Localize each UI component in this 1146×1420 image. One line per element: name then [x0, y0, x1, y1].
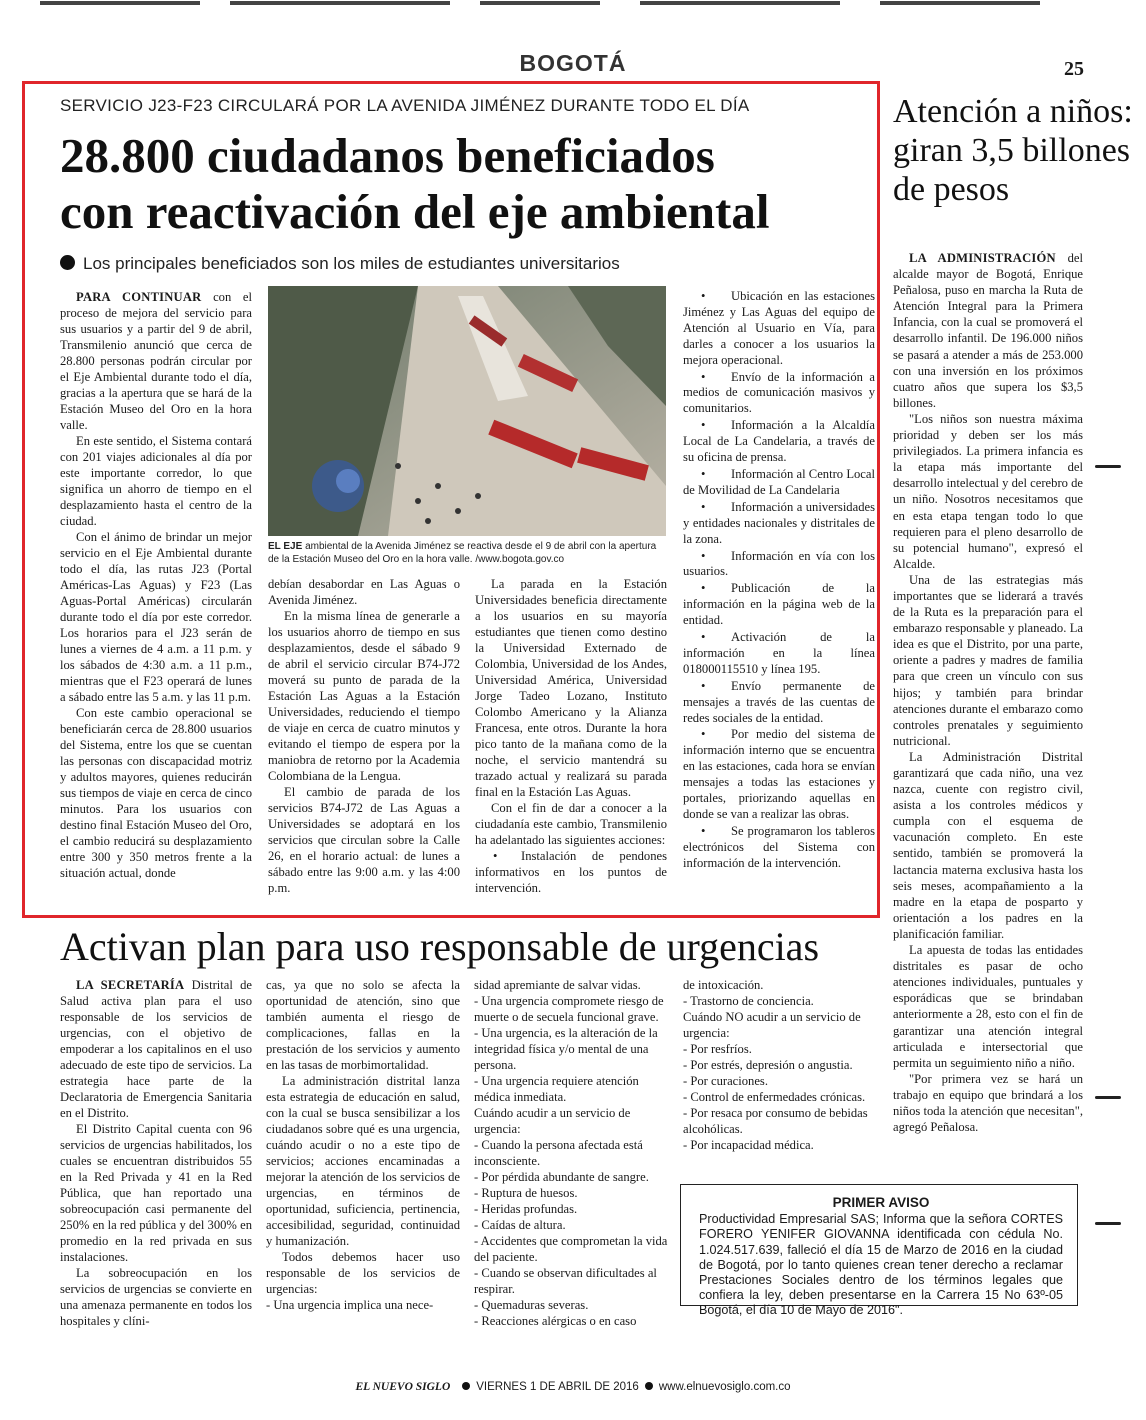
list-line: - Accidentes que comprometan la vida del paciente. [474, 1234, 668, 1264]
paragraph: Con el ánimo de brindar un mejor servicio en el Eje Ambiental durante todo el día, las rutas J23 (Portal Américas-Las Aguas) y F23 (Las Aguas-Portal Américas) circularán durante todo el día por este corredor. Los horarios para el J23 serán de lunes a viernes de 4 a.m. a 11 p.m. y los sábados de 4:30 a.m. a 11 p.m., mientras que el F23 operará de lunes a sábado entre las 5 a.m. y las 11 p.m. [60, 530, 252, 704]
bullet-text: Envío permanente de mensajes a través de las cuentas de redes sociales de la entidad. [683, 678, 875, 725]
second-article-column-2 [266, 977, 460, 1313]
paragraph-text: del alcalde mayor de Bogotá, Enrique Peñalosa, puso en marcha la Ruta de Atención Integral para la Primera Infancia, con la cual se promoverá el desarrollo infantil. De 196.000 niños se pasará a atender a más de 253.000 con una inversión en los próximos cuatro años que supera los $3,5 billones. [893, 251, 1083, 410]
paragraph: El cambio de parada de los servicios B74-J72 de Las Aguas a Universidades se adoptará en los servicios que circulan sobre la Calle 26, en el horario actual: de lunes a sábado entre las 9:00 a.m. y las 4:00 p.m. [268, 785, 460, 895]
bullet-item [683, 549, 875, 581]
page-number: 25 [1064, 58, 1084, 80]
bullet-item [683, 630, 875, 678]
list-line: - Caídas de altura. [474, 1218, 566, 1232]
side-article-headline: Atención a niños: giran 3,5 billones de pesos [893, 93, 1133, 208]
list-line: - Una urgencia requiere atención médica inmediata. [474, 1074, 639, 1104]
list-line: Cuándo acudir a un servicio de urgencia: [474, 1106, 631, 1136]
list-line: - Trastorno de conciencia. [683, 994, 814, 1008]
bullet-text: Publicación de la información en la página web de la entidad. [683, 581, 875, 628]
bullet-item [683, 289, 875, 369]
bullet-item [683, 370, 875, 418]
list-line: - Cuando se observan dificultades al respirar. [474, 1266, 657, 1296]
paragraph: En la misma línea de generarle a los usuarios ahorro de tiempo en sus desplazamientos, desde el sábado 9 de abril el servicio circular B74-J72 moverá su punto de parada de la Estación Las Aguas a la Estación Universidades, reduciendo el tiempo de viaje en cerca de cuatro minutos y evitando el tiempo de espera por la maniobra de retorno por la Academia Colombiana de la Lengua. [268, 609, 460, 783]
bullet-item [683, 679, 875, 727]
bullet-icon: • [701, 418, 706, 433]
article-column-1 [60, 289, 252, 881]
paragraph: Una de las estrategias más importantes que se liderará a través de la Ruta es la preparación para el embarazo responsable y planeado. La idea es que el Distrito, por una parte, oriente a padres y madres de familia para que creen un vínculo con sus hijos; y también para brindar atenciones durante el embarazo como controles prenatales y seguimiento nutricional. [893, 572, 1083, 748]
list-line: - Por resaca por consumo de bebidas alcohólicas. [683, 1106, 868, 1136]
paragraph: La apuesta de todas las entidades distritales es pasar de ocho atenciones individuales, puntuales y esporádicas que se brindaban anteriormente a 28, esto con el fin de garantizar una atención integral articulada e intersectorial que permita un seguimiento niño a niño. [893, 943, 1083, 1070]
bullet-text: Se programaron los tableros electrónicos del Sistema con información de la intervención. [683, 823, 875, 870]
list-line: - Por incapacidad médica. [683, 1138, 814, 1152]
second-article-column-4 [683, 977, 875, 1153]
paragraph: La parada en la Estación Universidades beneficia directamente a los usuarios en su mayoría estudiantes que tienen como destino la Universidad Externado de Colombia, Universidad de los Andes, Universidad América, Universidad Jorge Tadeo Lozano, Instituto Colombo Americano y la Alianza Francesa, ente otros. Durante la hora pico tanto de la mañana como de la noche, el servicio mantendrá su trazado actual y realizará su parada final en la Estación Las Aguas. [475, 577, 667, 799]
bullet-dot-icon [60, 255, 75, 270]
article-column-4-bullets [683, 289, 875, 873]
list-line: - Por resfríos. [683, 1042, 752, 1056]
bullet-icon: • [701, 581, 706, 596]
paragraph-text: con el proceso de mejora del servicio para sus usuarios y a partir del 9 de abril, Transmilenio anunció que cerca de 28.800 personas podrán circular por el Eje Ambiental durante todo el día, gracias a la apertura que se hará de la Estación Museo del Oro en la hora valle. [60, 290, 252, 432]
notice-title: PRIMER AVISO [832, 1195, 930, 1210]
bullet-icon: • [701, 823, 706, 838]
article-kicker: SERVICIO J23-F23 CIRCULARÁ POR LA AVENIDA JIMÉNEZ DURANTE TODO EL DÍA [60, 96, 750, 115]
paragraph: cas, ya que no solo se afecta la oportunidad de atención, sino que también aumenta el riesgo de complicaciones, fallas en la prestación de los servicios y aumento en las tasas de morbimortalidad. [266, 978, 460, 1072]
deck-text: Los principales beneficiados son los miles de estudiantes universitarios [83, 254, 620, 273]
top-clipped-strip [0, 0, 1146, 12]
notice-text: Productividad Empresarial SAS; Informa que la señora CORTES FORERO YENIFER GIOVANNA identificada con cédula No. 1.024.517.639, falleció el día 15 de Marzo de 2016 en la ciudad de Bogotá, por lo tanto quienes crean tener derecho a reclamar Prestaciones Sociales dentro de los términos legales que confiera la ley, deben presentarse en la Carrera 15 No 63º-05 Bogotá, el día 10 de Mayo de 2016". [699, 1212, 1063, 1318]
list-line: - Reacciones alérgicas o en caso [474, 1314, 637, 1328]
footer-date: VIERNES 1 DE ABRIL DE 2016 [476, 1381, 639, 1393]
bullet-icon: • [701, 678, 706, 693]
bullet-item [683, 500, 875, 548]
margin-mark [1095, 1096, 1121, 1099]
article-deck [60, 254, 620, 274]
clipped-previous-text [0, 1, 1146, 12]
second-article-column-3 [474, 977, 668, 1329]
paragraph: Todos debemos hacer uso responsable de los servicios de urgencias: [266, 1250, 460, 1296]
bullet-icon: • [701, 369, 706, 384]
margin-mark [1095, 1222, 1121, 1225]
list-line: - Por curaciones. [683, 1074, 768, 1088]
list-line: de intoxicación. [683, 978, 764, 992]
bullet-text: Ubicación en las estaciones Jiménez y Las Aguas del equipo de Atención al Usuario en Vía, para darles a conocer a los usuarios la mejora operacional. [683, 289, 875, 367]
footer-url: www.elnuevosiglo.com.co [658, 1381, 791, 1393]
separator-dot-icon [645, 1382, 653, 1390]
bullet-text: Información a la Alcaldía Local de La Candelaria, a través de su oficina de prensa. [683, 418, 875, 465]
separator-dot-icon [462, 1382, 470, 1390]
paragraph: - Una urgencia implica una nece- [266, 1298, 434, 1312]
paragraph [60, 977, 252, 1121]
list-line: - Por estrés, depresión o angustia. [683, 1058, 853, 1072]
margin-mark [1095, 465, 1121, 468]
list-line: - Quemaduras severas. [474, 1298, 589, 1312]
headline-line-1: 28.800 ciudadanos beneficiados [60, 128, 715, 183]
bullet-text: Envío de la información a medios de comunicación masivos y comunitarios. [683, 369, 875, 416]
bullet-icon: • [701, 466, 706, 481]
list-line: - Por pérdida abundante de sangre. [474, 1170, 649, 1184]
list-line: - Ruptura de huesos. [474, 1186, 578, 1200]
bullet-item [683, 418, 875, 466]
bullet-text: Instalación de pendones informativos en los puntos de intervención. [475, 849, 667, 895]
article-column-2 [268, 576, 460, 896]
paragraph [893, 250, 1083, 411]
bullet-text: Información en vía con los usuarios. [683, 548, 875, 579]
caption-lead: EL EJE [268, 541, 303, 552]
bullet-icon: • [493, 849, 498, 863]
bullet-item [683, 581, 875, 629]
paragraph: Con el fin de dar a conocer a la ciudadanía este cambio, Transmilenio ha adelantado las siguientes acciones: [475, 801, 667, 847]
bullet-icon: • [701, 289, 706, 303]
bullet-icon: • [701, 548, 706, 563]
headline-line-2: con reactivación del eje ambiental [60, 184, 770, 239]
notice-box [680, 1184, 1078, 1318]
newspaper-logo: EL NUEVO SIGLO [355, 1381, 451, 1393]
paragraph: En este sentido, el Sistema contará con 201 viajes adicionales al día por este importante corredor, lo que significa un ahorro de tiempo en el desplazamiento hasta el centro de la ciudad. [60, 434, 252, 528]
second-article-headline: Activan plan para uso responsable de urgencias [60, 924, 820, 969]
lead-in: LA SECRETARÍA [76, 978, 185, 992]
bullet-item [683, 824, 875, 872]
bullet-item [683, 467, 875, 499]
bullet-text: Información al Centro Local de Movilidad de La Candelaria [683, 466, 875, 497]
paragraph: La administración distrital lanza esta estrategia de educación en salud, con la cual se busca sensibilizar a los ciudadanos sobre qué es una urgencia, cuándo acudir o no a este tipo de servicios; acciones encaminadas a mejorar la atención de los servicios de urgencias, en términos de oportunidad, suficiencia, pertinencia, accesibilidad, seguridad, continuidad y humanización. [266, 1074, 460, 1248]
caption-text: ambiental de la Avenida Jiménez se reactiva desde el 9 de abril con la apertura de la Estación Museo del Oro en la hora valle. /www.bogota.gov.co [268, 541, 657, 565]
bullet-text: Activación de la información en la línea 018000115510 y línea 195. [683, 630, 875, 676]
bullet-text: Por medio del sistema de información interno que se encuentra en las estaciones, cada hora se envían mensajes a todas las estaciones y portales, priorizando aquellas en donde se van a realizar las obras. [683, 727, 875, 821]
bullet-text: Información a universidades y entidades nacionales y distritales de la zona. [683, 499, 875, 546]
bullet-item [683, 727, 875, 822]
page-footer [0, 1381, 1146, 1393]
lead-in: LA ADMINISTRACIÓN [909, 251, 1056, 265]
list-line: - Heridas profundas. [474, 1202, 578, 1216]
list-line: Cuándo NO acudir a un servicio de urgencia: [683, 1010, 861, 1040]
bullet-icon: • [701, 499, 706, 514]
paragraph: "Los niños son nuestra máxima prioridad y deben ser los más privilegiados. La primera infancia es la etapa más importante del desarrollo intelectual y del cerebro de un niño. Nosotros necesitamos que en esta etapa tengan todo lo que requieren para el pleno desarrollo de su potencial humano", expresó el Alcalde. [893, 411, 1083, 571]
paragraph: El Distrito Capital cuenta con 96 servicios de urgencias habilitados, los cuales se encuentran distribuidos 55 en la Red Privada y 41 en la Red Pública, que han reportado una sobreocupación casi permanente del 250% en la red pública y del 300% en promedio en la red privada en sus instalaciones. [60, 1122, 252, 1264]
bullet-icon: • [701, 727, 706, 742]
photo-caption [268, 540, 668, 566]
paragraph [60, 289, 252, 433]
paragraph-text: Distrital de Salud activa plan para el uso responsable de los servicios de urgencias, con el objetivo de empoderar a los capitalinos en el uso adecuado de este tipo de servicios. La estrategia hace parte de la Declaratoria de Emergencia Sanitaria en el Distrito. [60, 978, 252, 1120]
lead-in: PARA CONTINUAR [76, 290, 202, 304]
article-headline [60, 128, 875, 240]
paragraph: "Por primera vez se hará un trabajo en equipo que brindará a los niños toda la atención que necesitan", agregó Peñalosa. [893, 1071, 1083, 1135]
bullet-icon: • [701, 630, 706, 645]
article-column-3 [475, 576, 667, 896]
paragraph: debían desabordar en Las Aguas o Avenida Jiménez. [268, 577, 460, 607]
paragraph: Con este cambio operacional se beneficiarán cerca de 28.800 usuarios del Sistema, entre los que se cuentan las personas con discapacidad motriz y adultos mayores, quienes reducirán sus tiempos de viaje en cerca de cinco minutos. Para los usuarios con destino final Estación Museo del Oro, el cambio reducirá su desplazamiento entre 300 y 350 metros frente a la situación actual, donde [60, 706, 252, 880]
list-line: - Control de enfermedades crónicas. [683, 1090, 866, 1104]
paragraph: La Administración Distrital garantizará que cada niño, una vez nazca, cuente con registro civil, asista a los controles médicos y cumpla con el esquema de vacunación completo. En este sentido, también se promoverá la lactancia materna exclusiva hasta los seis meses, acompañamiento a la madre en la etapa de posparto y orientación a los padres en la planificación familiar. [893, 749, 1083, 941]
section-title: BOGOTÁ [519, 50, 627, 76]
street-photo-illustration [268, 286, 666, 536]
list-line: sidad apremiante de salvar vidas. [474, 978, 641, 992]
list-line: - Una urgencia, es la alteración de la integridad física y/o mental de una persona. [474, 1026, 658, 1072]
second-article-column-1 [60, 977, 252, 1329]
side-article-column [893, 250, 1083, 1135]
list-line: - Cuando la persona afectada está inconsciente. [474, 1138, 643, 1168]
paragraph: La sobreocupación en los servicios de urgencias se convierte en una amenaza permanente en todos los hospitales y clíni- [60, 1266, 252, 1328]
list-line: - Una urgencia compromete riesgo de muerte o de secuela funcional grave. [474, 994, 664, 1024]
bullet-item [475, 848, 667, 896]
article-photo [268, 286, 666, 536]
